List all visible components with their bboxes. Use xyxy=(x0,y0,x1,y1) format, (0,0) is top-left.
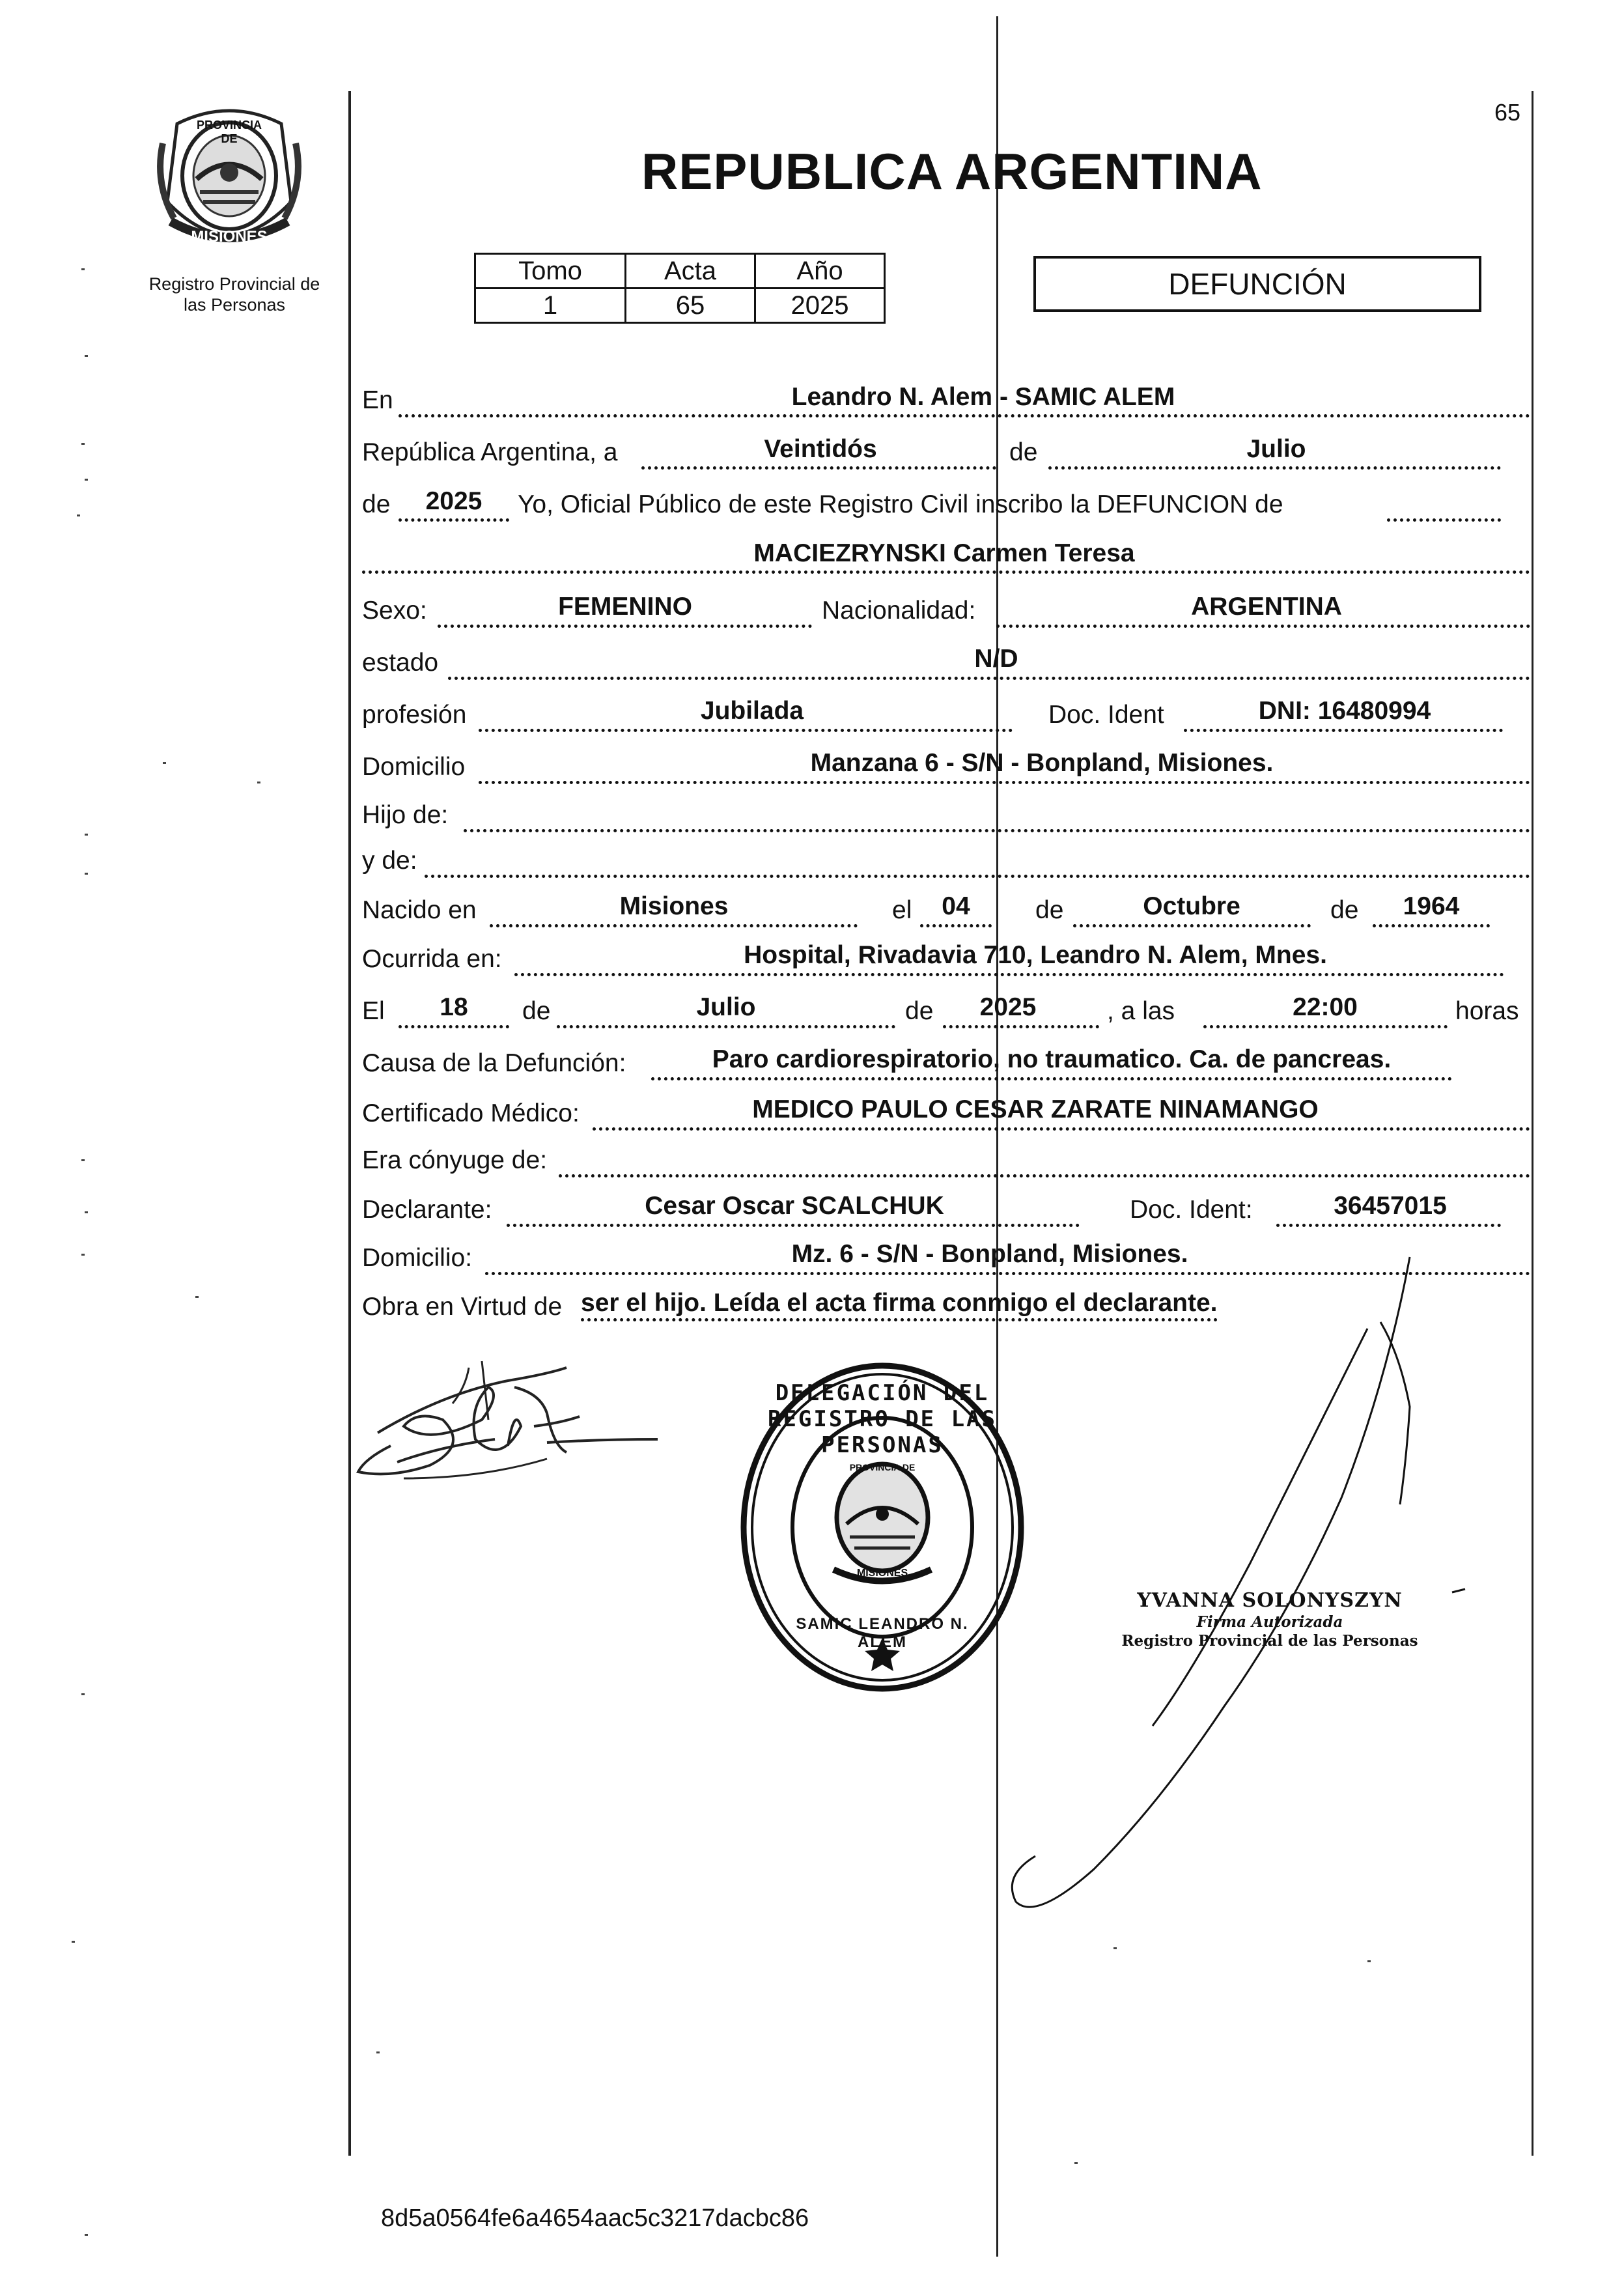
death-month-value: Julio xyxy=(696,993,756,1021)
en-label: En xyxy=(362,386,393,414)
declarante-doc-value: 36457015 xyxy=(1334,1192,1447,1220)
doc-ident-dotted-line xyxy=(1184,729,1503,732)
death-el-label: El xyxy=(362,997,385,1025)
nacionalidad-dotted-line xyxy=(996,625,1530,628)
deceased-name: MACIEZRYNSKI Carmen Teresa xyxy=(753,539,1135,567)
declarante-label: Declarante: xyxy=(362,1196,492,1224)
domicilio-value: Manzana 6 - S/N - Bonpland, Misiones. xyxy=(810,749,1274,777)
domicilio-label: Domicilio xyxy=(362,753,466,781)
sexo-label: Sexo: xyxy=(362,597,427,625)
declarante-dotted-line xyxy=(507,1224,1080,1227)
death-month-dotted-line xyxy=(557,1025,895,1028)
declarante-doc-label: Doc. Ident: xyxy=(1130,1196,1253,1224)
anio-value: 2025 xyxy=(755,289,885,323)
death-time-value: 22:00 xyxy=(1293,993,1358,1021)
declarante-value: Cesar Oscar SCALCHUK xyxy=(645,1192,944,1220)
birth-day-value: 04 xyxy=(942,892,970,920)
doc-ident-label: Doc. Ident xyxy=(1048,701,1164,729)
nacionalidad-label: Nacionalidad: xyxy=(822,597,976,625)
horas-label: horas xyxy=(1455,997,1519,1025)
document-hash: 8d5a0564fe6a4654aac5c3217dacbc86 xyxy=(381,2205,809,2232)
acta-value: 65 xyxy=(626,289,755,323)
hijo-de-dotted-line xyxy=(464,829,1530,832)
estado-label: estado xyxy=(362,649,439,677)
declarante-doc-dotted-line xyxy=(1276,1224,1501,1227)
declarante-domicilio-value: Mz. 6 - S/N - Bonpland, Misiones. xyxy=(791,1240,1188,1268)
death-time-dotted-line xyxy=(1203,1025,1448,1028)
death-year-value: 2025 xyxy=(979,993,1037,1021)
tomo-header: Tomo xyxy=(475,254,626,289)
profesion-value: Jubilada xyxy=(700,697,804,725)
right-border-line xyxy=(1532,91,1533,2156)
seal-outer-text: DELEGACIÓN DEL REGISTRO DE LAS PERSONAS xyxy=(767,1380,998,1458)
profesion-dotted-line xyxy=(479,729,1013,732)
birth-day-dotted-line xyxy=(920,924,992,927)
statement-dotted-line xyxy=(1387,518,1501,522)
certificado-value: MEDICO PAULO CESAR ZARATE NINAMANGO xyxy=(752,1095,1319,1123)
profesion-label: profesión xyxy=(362,701,467,729)
registration-year: 2025 xyxy=(425,487,483,515)
sexo-dotted-line xyxy=(438,625,812,628)
en-value: Leandro N. Alem - SAMIC ALEM xyxy=(791,383,1175,411)
declarant-signature xyxy=(352,1348,664,1485)
death-de-label-1: de xyxy=(522,997,551,1025)
nacido-en-dotted-line xyxy=(490,924,858,927)
estado-dotted-line xyxy=(448,677,1530,680)
sexo-value: FEMENINO xyxy=(558,593,692,621)
death-de-label-2: de xyxy=(905,997,934,1025)
obra-label: Obra en Virtud de xyxy=(362,1293,563,1321)
conyuge-label: Era cónyuge de: xyxy=(362,1146,548,1174)
a-las-label: , a las xyxy=(1107,997,1175,1025)
nacido-en-label: Nacido en xyxy=(362,896,477,924)
de-label-1: de xyxy=(1009,438,1038,466)
month-dotted-line xyxy=(1048,466,1501,470)
registry-name-line2: las Personas xyxy=(183,295,286,315)
birth-month-dotted-line xyxy=(1073,924,1311,927)
registration-statement: Yo, Oficial Público de este Registro Civil inscribo la DEFUNCION de xyxy=(518,490,1283,518)
birth-de-label-1: de xyxy=(1035,896,1064,924)
seal-center-top: PROVINCIA DE xyxy=(849,1462,916,1473)
domicilio-dotted-line xyxy=(479,781,1530,784)
death-year-dotted-line xyxy=(943,1025,1099,1028)
logo-bottom-text: MISIONES xyxy=(191,228,268,246)
registration-month: Julio xyxy=(1246,435,1306,463)
official-role: Firma Autorizada xyxy=(1196,1613,1343,1631)
logo-top-text: PROVINCIA DE xyxy=(196,119,262,145)
republica-label: República Argentina, a xyxy=(362,438,618,466)
en-dotted-line xyxy=(399,414,1530,417)
estado-value: N/D xyxy=(974,645,1018,673)
registry-name-line1: Registro Provincial de xyxy=(148,274,320,294)
tomo-acta-anio-table xyxy=(474,253,886,324)
declarante-domicilio-label: Domicilio: xyxy=(362,1244,473,1272)
causa-dotted-line xyxy=(651,1077,1452,1080)
causa-value: Paro cardiorespiratorio, no traumatico. Ca. de pancreas. xyxy=(712,1045,1392,1073)
obra-value: ser el hijo. Leída el acta firma conmigo el declarante. xyxy=(581,1290,1218,1321)
birth-year-value: 1964 xyxy=(1403,892,1460,920)
birth-month-value: Octubre xyxy=(1143,892,1240,920)
causa-label: Causa de la Defunción: xyxy=(362,1049,626,1077)
certificado-label: Certificado Médico: xyxy=(362,1099,580,1127)
y-de-label: y de: xyxy=(362,847,417,875)
anio-header: Año xyxy=(755,254,885,289)
seal-inner-text: SAMIC LEANDRO N. ALEM xyxy=(796,1615,969,1651)
acta-header: Acta xyxy=(626,254,755,289)
birth-de-label-2: de xyxy=(1330,896,1359,924)
conyuge-dotted-line xyxy=(559,1174,1530,1177)
ocurrida-en-value: Hospital, Rivadavia 710, Leandro N. Alem, Mnes. xyxy=(744,941,1327,969)
day-dotted-line xyxy=(641,466,996,470)
day-in-words: Veintidós xyxy=(764,435,877,463)
ocurrida-en-dotted-line xyxy=(514,973,1504,976)
birthplace-value: Misiones xyxy=(619,892,729,920)
official-office: Registro Provincial de las Personas xyxy=(1121,1632,1418,1650)
official-stamp xyxy=(1100,1589,1439,1650)
birth-el-label: el xyxy=(892,896,912,924)
name-dotted-line xyxy=(362,571,1530,574)
death-day-dotted-line xyxy=(399,1025,509,1028)
death-day-value: 18 xyxy=(440,993,468,1021)
document-title: REPUBLICA ARGENTINA xyxy=(641,143,1263,200)
tomo-value: 1 xyxy=(475,289,626,323)
official-name: YVANNA SOLONYSZYN xyxy=(1137,1589,1403,1612)
nacionalidad-value: ARGENTINA xyxy=(1191,593,1342,621)
year-dotted-line xyxy=(399,518,509,522)
birth-year-dotted-line xyxy=(1373,924,1490,927)
certificado-dotted-line xyxy=(593,1127,1530,1131)
seal-center-bottom: MISIONES xyxy=(856,1568,908,1579)
y-de-dotted-line xyxy=(425,875,1530,878)
ocurrida-en-label: Ocurrida en: xyxy=(362,945,502,973)
doc-ident-value: DNI: 16480994 xyxy=(1258,697,1431,725)
record-type-box: DEFUNCIÓN xyxy=(1033,256,1481,312)
hijo-de-label: Hijo de: xyxy=(362,801,449,829)
page-number: 65 xyxy=(1494,99,1521,126)
provincial-coat-of-arms-logo xyxy=(151,104,307,264)
registry-name xyxy=(130,274,339,315)
left-border-line xyxy=(348,91,351,2156)
year-de-label: de xyxy=(362,490,391,518)
